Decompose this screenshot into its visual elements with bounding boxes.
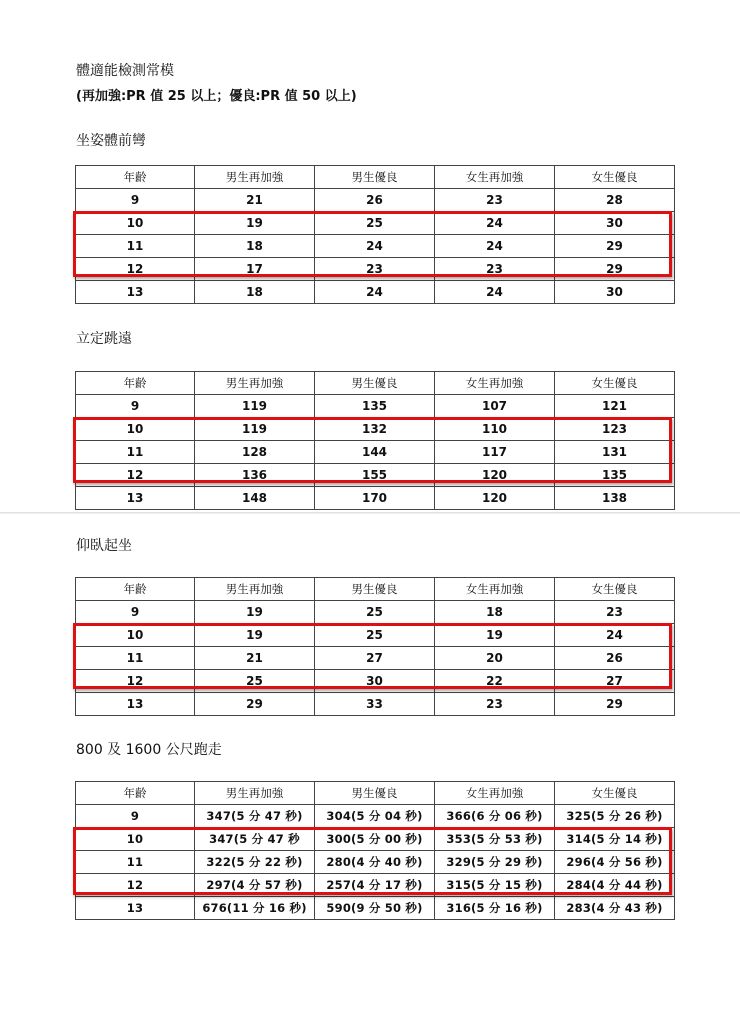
column-header: 年齡 (76, 166, 195, 189)
value-cell: 257(4 分 17 秒) (315, 874, 435, 897)
value-cell: 110 (435, 418, 555, 441)
value-cell: 26 (555, 647, 675, 670)
value-cell: 120 (435, 464, 555, 487)
value-cell: 316(5 分 16 秒) (435, 897, 555, 920)
table-row (76, 395, 675, 418)
value-cell: 18 (195, 235, 315, 258)
value-cell: 128 (195, 441, 315, 464)
value-cell: 29 (555, 258, 675, 281)
value-cell: 300(5 分 00 秒) (315, 828, 435, 851)
value-cell: 19 (195, 601, 315, 624)
value-cell: 23 (435, 189, 555, 212)
table-row (76, 212, 675, 235)
column-header: 女生再加強 (435, 782, 555, 805)
value-cell: 347(5 分 47 秒) (195, 805, 315, 828)
column-header: 女生優良 (555, 782, 675, 805)
table-row (76, 670, 675, 693)
value-cell: 18 (435, 601, 555, 624)
age-cell: 13 (76, 487, 195, 510)
column-header: 女生再加強 (435, 372, 555, 395)
column-header: 男生優良 (315, 782, 435, 805)
value-cell: 30 (555, 212, 675, 235)
value-cell: 135 (315, 395, 435, 418)
table-row (76, 805, 675, 828)
age-cell: 11 (76, 647, 195, 670)
value-cell: 23 (435, 258, 555, 281)
value-cell: 24 (435, 281, 555, 304)
section-title-sit-ups: 仰臥起坐 (76, 538, 132, 554)
value-cell: 25 (195, 670, 315, 693)
age-cell: 10 (76, 828, 195, 851)
value-cell: 23 (435, 693, 555, 716)
value-cell: 21 (195, 647, 315, 670)
age-cell: 12 (76, 258, 195, 281)
value-cell: 119 (195, 395, 315, 418)
section-title-standing-long-jump: 立定跳遠 (76, 331, 132, 347)
section-title-run-walk: 800 及 1600 公尺跑走 (76, 742, 222, 758)
table-header-row (76, 578, 675, 601)
value-cell: 148 (195, 487, 315, 510)
value-cell: 283(4 分 43 秒) (555, 897, 675, 920)
age-cell: 9 (76, 395, 195, 418)
table-header-row (76, 782, 675, 805)
value-cell: 29 (555, 693, 675, 716)
table-header-row (76, 166, 675, 189)
column-header: 年齡 (76, 372, 195, 395)
value-cell: 117 (435, 441, 555, 464)
table-row (76, 487, 675, 510)
column-header: 女生優良 (555, 372, 675, 395)
value-cell: 25 (315, 601, 435, 624)
value-cell: 325(5 分 26 秒) (555, 805, 675, 828)
value-cell: 19 (195, 624, 315, 647)
column-header: 女生再加強 (435, 166, 555, 189)
age-cell: 10 (76, 624, 195, 647)
value-cell: 19 (195, 212, 315, 235)
column-header: 年齡 (76, 782, 195, 805)
value-cell: 30 (315, 670, 435, 693)
value-cell: 315(5 分 15 秒) (435, 874, 555, 897)
age-cell: 11 (76, 851, 195, 874)
value-cell: 314(5 分 14 秒) (555, 828, 675, 851)
value-cell: 347(5 分 47 秒 (195, 828, 315, 851)
value-cell: 28 (555, 189, 675, 212)
value-cell: 33 (315, 693, 435, 716)
age-cell: 9 (76, 805, 195, 828)
table-row (76, 418, 675, 441)
document-title: 體適能檢測常模 (76, 63, 174, 79)
column-header: 男生再加強 (195, 166, 315, 189)
table-run-walk (75, 781, 675, 920)
value-cell: 21 (195, 189, 315, 212)
value-cell: 135 (555, 464, 675, 487)
value-cell: 20 (435, 647, 555, 670)
table-row (76, 874, 675, 897)
value-cell: 24 (555, 624, 675, 647)
value-cell: 29 (555, 235, 675, 258)
table-row (76, 235, 675, 258)
age-cell: 12 (76, 464, 195, 487)
age-cell: 12 (76, 874, 195, 897)
value-cell: 25 (315, 212, 435, 235)
value-cell: 353(5 分 53 秒) (435, 828, 555, 851)
value-cell: 329(5 分 29 秒) (435, 851, 555, 874)
table-row (76, 281, 675, 304)
document-subtitle: (再加強:PR 值 25 以上；優良:PR 值 50 以上) (76, 89, 357, 104)
age-cell: 9 (76, 601, 195, 624)
table-row (76, 828, 675, 851)
column-header: 年齡 (76, 578, 195, 601)
column-header: 男生優良 (315, 578, 435, 601)
column-header: 女生優良 (555, 578, 675, 601)
value-cell: 170 (315, 487, 435, 510)
table-row (76, 897, 675, 920)
age-cell: 11 (76, 235, 195, 258)
column-header: 女生再加強 (435, 578, 555, 601)
value-cell: 136 (195, 464, 315, 487)
value-cell: 27 (555, 670, 675, 693)
table-row (76, 258, 675, 281)
value-cell: 366(6 分 06 秒) (435, 805, 555, 828)
age-cell: 9 (76, 189, 195, 212)
value-cell: 24 (315, 235, 435, 258)
column-header: 男生優良 (315, 166, 435, 189)
value-cell: 25 (315, 624, 435, 647)
column-header: 男生再加強 (195, 782, 315, 805)
age-cell: 12 (76, 670, 195, 693)
age-cell: 10 (76, 418, 195, 441)
table-row (76, 464, 675, 487)
value-cell: 27 (315, 647, 435, 670)
column-header: 男生優良 (315, 372, 435, 395)
value-cell: 24 (315, 281, 435, 304)
table-row (76, 189, 675, 212)
age-cell: 13 (76, 281, 195, 304)
value-cell: 24 (435, 212, 555, 235)
table-row (76, 441, 675, 464)
column-header: 男生再加強 (195, 372, 315, 395)
table-sit-ups (75, 577, 675, 716)
table-row (76, 693, 675, 716)
value-cell: 30 (555, 281, 675, 304)
value-cell: 590(9 分 50 秒) (315, 897, 435, 920)
value-cell: 304(5 分 04 秒) (315, 805, 435, 828)
value-cell: 24 (435, 235, 555, 258)
table-header-row (76, 372, 675, 395)
value-cell: 131 (555, 441, 675, 464)
value-cell: 284(4 分 44 秒) (555, 874, 675, 897)
column-header: 女生優良 (555, 166, 675, 189)
table-sit-and-reach (75, 165, 675, 304)
value-cell: 22 (435, 670, 555, 693)
value-cell: 123 (555, 418, 675, 441)
value-cell: 120 (435, 487, 555, 510)
age-cell: 13 (76, 693, 195, 716)
table-row (76, 647, 675, 670)
value-cell: 280(4 分 40 秒) (315, 851, 435, 874)
age-cell: 13 (76, 897, 195, 920)
value-cell: 119 (195, 418, 315, 441)
age-cell: 10 (76, 212, 195, 235)
value-cell: 144 (315, 441, 435, 464)
value-cell: 138 (555, 487, 675, 510)
paper-fold-line (0, 512, 740, 514)
value-cell: 107 (435, 395, 555, 418)
value-cell: 676(11 分 16 秒) (195, 897, 315, 920)
age-cell: 11 (76, 441, 195, 464)
value-cell: 26 (315, 189, 435, 212)
value-cell: 121 (555, 395, 675, 418)
table-row (76, 624, 675, 647)
value-cell: 23 (555, 601, 675, 624)
value-cell: 322(5 分 22 秒) (195, 851, 315, 874)
value-cell: 132 (315, 418, 435, 441)
value-cell: 17 (195, 258, 315, 281)
table-row (76, 601, 675, 624)
value-cell: 23 (315, 258, 435, 281)
value-cell: 18 (195, 281, 315, 304)
table-standing-long-jump (75, 371, 675, 510)
value-cell: 296(4 分 56 秒) (555, 851, 675, 874)
value-cell: 155 (315, 464, 435, 487)
column-header: 男生再加強 (195, 578, 315, 601)
table-row (76, 851, 675, 874)
value-cell: 297(4 分 57 秒) (195, 874, 315, 897)
value-cell: 19 (435, 624, 555, 647)
value-cell: 29 (195, 693, 315, 716)
section-title-sit-and-reach: 坐姿體前彎 (76, 133, 146, 149)
